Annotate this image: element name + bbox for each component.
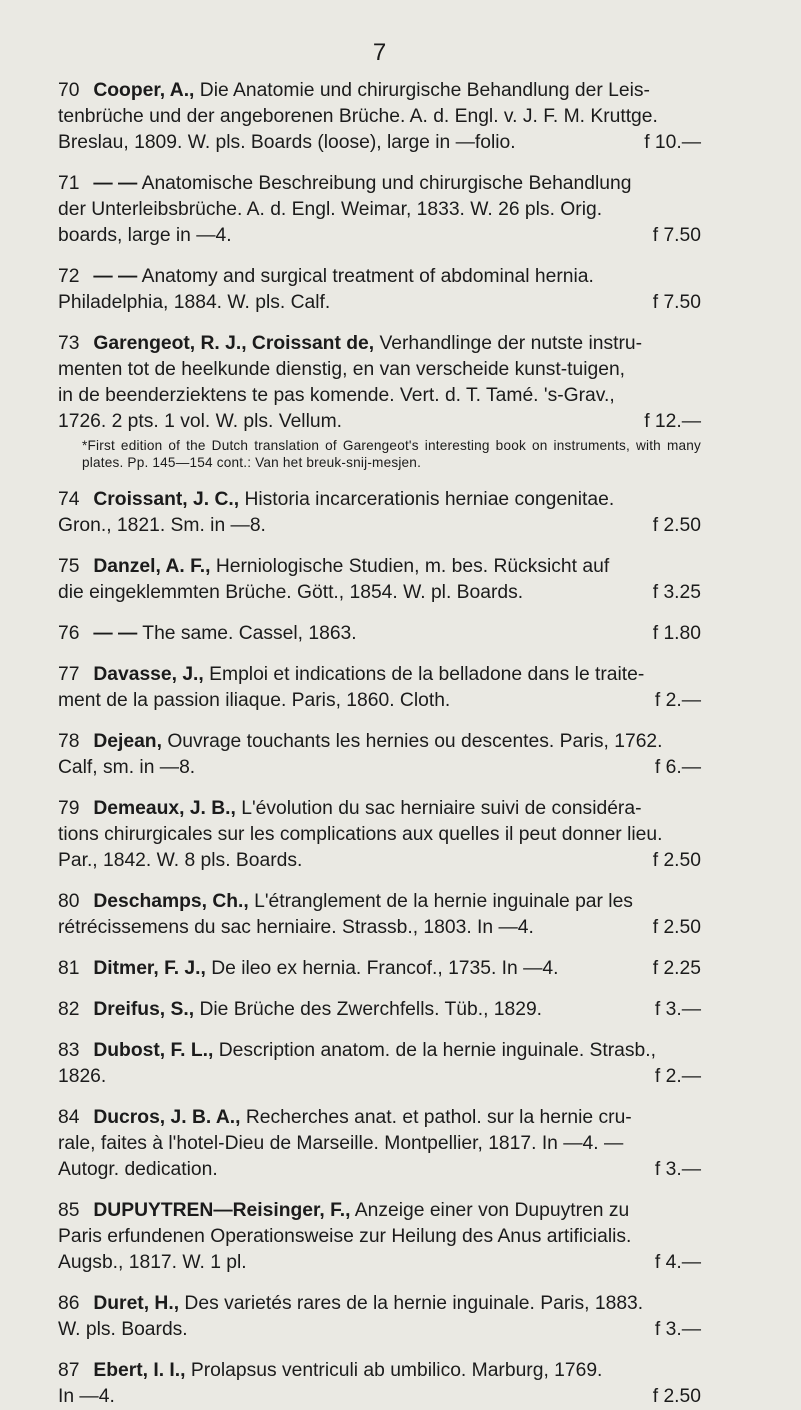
entry-number: 70	[58, 80, 80, 101]
entry-line-text-wrap	[58, 731, 663, 752]
entry-line-text-wrap	[58, 915, 534, 941]
entry-line	[58, 1157, 701, 1183]
entry-number: 81	[58, 958, 80, 979]
entry-author: Davasse, J.,	[93, 664, 204, 685]
entry-number: 83	[58, 1040, 80, 1061]
catalogue-entry	[58, 662, 701, 714]
entry-text: De ileo ex hernia. Francof., 1735. In —4.	[211, 958, 559, 979]
entry-line	[58, 688, 701, 714]
entry-line-text-wrap	[58, 80, 650, 101]
entry-line-text-wrap	[58, 290, 330, 316]
entry-text: menten tot de heelkunde dienstig, en van verscheide kunst-tuigen,	[58, 359, 626, 380]
entry-text: in de beenderziektens te pas komende. Vert. d. T. Tamé. 's-Grav.,	[58, 385, 615, 406]
entry-text: Par., 1842. W. 8 pls. Boards.	[58, 850, 303, 871]
entry-price: f 7.50	[652, 292, 701, 313]
entry-text: Recherches anat. et pathol. sur la hernie cru-	[245, 1107, 632, 1128]
entry-price: f 2.50	[652, 1386, 701, 1407]
entry-line	[58, 1317, 701, 1343]
entry-line	[58, 1064, 701, 1090]
entry-line	[58, 580, 701, 606]
entry-line	[58, 1384, 701, 1410]
entry-price: f 3.—	[654, 1319, 701, 1340]
entry-number: 72	[58, 266, 80, 287]
entry-price: f 2.—	[654, 1066, 701, 1087]
entry-line-text-wrap	[58, 621, 357, 647]
entry-line-text-wrap	[58, 1133, 623, 1154]
entry-line	[58, 956, 701, 982]
entry-line	[58, 729, 701, 755]
entry-price: f 2.25	[652, 958, 701, 979]
entry-text: tenbrüche und der angeborenen Brüche. A. d. Engl. v. J. F. M. Kruttge.	[58, 106, 658, 127]
entry-line	[58, 1198, 701, 1224]
entry-text: Breslau, 1809. W. pls. Boards (loose), large in —folio.	[58, 132, 516, 153]
entry-number: 84	[58, 1107, 80, 1128]
entry-text: Paris erfundenen Operationsweise zur Heilung des Anus artificialis.	[58, 1226, 632, 1247]
catalogue-entry	[58, 331, 701, 435]
entry-list	[58, 78, 701, 1410]
entry-footnote: *First edition of the Dutch translation of Garengeot's interesting book on instruments, with many plates. Pp. 145—154 cont.: Van het breuk-snij-mesjen.	[82, 438, 701, 470]
entry-text: ment de la passion iliaque. Paris, 1860. Cloth.	[58, 690, 451, 711]
entry-author: Dejean,	[93, 731, 162, 752]
entry-text: Anatomy and surgical treatment of abdominal hernia.	[141, 266, 594, 287]
entry-line	[58, 554, 701, 580]
entry-line	[58, 1038, 701, 1064]
entry-line	[58, 223, 701, 249]
entry-line-text-wrap	[58, 1250, 247, 1276]
entry-line	[58, 1358, 701, 1384]
entry-line-text-wrap	[58, 848, 302, 874]
entry-line-text-wrap	[58, 1040, 656, 1061]
entry-author: Duret, H.,	[93, 1293, 180, 1314]
entry-text: Description anatom. de la hernie inguinale. Strasb.,	[218, 1040, 656, 1061]
catalogue-entry	[58, 1105, 701, 1183]
entry-line	[58, 1131, 701, 1157]
catalogue-entry	[58, 956, 701, 982]
entry-line-text-wrap	[58, 956, 559, 982]
entry-author: Ducros, J. B. A.,	[93, 1107, 241, 1128]
entry-line-text-wrap	[58, 223, 232, 249]
entry-line-text-wrap	[58, 130, 516, 156]
entry-line-text-wrap	[58, 1317, 188, 1343]
entry-text: Historia incarcerationis herniae congenitae.	[244, 489, 615, 510]
catalogue-entry	[58, 554, 701, 606]
entry-line	[58, 357, 701, 383]
entry-line	[58, 848, 701, 874]
entry-price: f 2.—	[654, 690, 701, 711]
entry-line	[58, 1224, 701, 1250]
entry-line-text-wrap	[58, 359, 625, 380]
entry-line	[58, 997, 701, 1023]
entry-line	[58, 197, 701, 223]
entry-text: Herniologische Studien, m. bes. Rücksicht auf	[215, 556, 610, 577]
entry-text: Prolapsus ventriculi ab umbilico. Marburg, 1769.	[190, 1360, 603, 1381]
entry-line-text-wrap	[58, 1226, 631, 1247]
entry-text: Gron., 1821. Sm. in —8.	[58, 515, 266, 536]
entry-line-text-wrap	[58, 199, 602, 220]
catalogue-entry	[58, 889, 701, 941]
entry-author: — —	[93, 623, 138, 644]
entry-text: The same. Cassel, 1863.	[142, 623, 357, 644]
entry-line-text-wrap	[58, 1157, 218, 1183]
entry-number: 80	[58, 891, 80, 912]
entry-text: Philadelphia, 1884. W. pls. Calf.	[58, 292, 331, 313]
entry-line-text-wrap	[58, 891, 633, 912]
entry-line-text-wrap	[58, 755, 195, 781]
entry-text: die eingeklemmten Brüche. Gött., 1854. W. pl. Boards.	[58, 582, 524, 603]
entry-line	[58, 264, 701, 290]
entry-author: Ditmer, F. J.,	[93, 958, 206, 979]
entry-text: Calf, sm. in —8.	[58, 757, 196, 778]
entry-line	[58, 796, 701, 822]
entry-text: rale, faites à l'hotel-Dieu de Marseille. Montpellier, 1817. In —4. —	[58, 1133, 624, 1154]
catalogue-entry	[58, 621, 701, 647]
entry-author: Dubost, F. L.,	[93, 1040, 214, 1061]
entry-price: f 3.25	[652, 582, 701, 603]
page-number: 7	[372, 39, 387, 66]
entry-line	[58, 409, 701, 435]
entry-text: W. pls. Boards.	[58, 1319, 188, 1340]
entry-line	[58, 889, 701, 915]
entry-line-text-wrap	[58, 1360, 602, 1381]
entry-author: DUPUYTREN—Reisinger, F.,	[93, 1200, 351, 1221]
catalogue-entry	[58, 171, 701, 249]
entry-text: 1826.	[58, 1066, 107, 1087]
entry-number: 71	[58, 173, 80, 194]
entry-line	[58, 822, 701, 848]
entry-number: 82	[58, 999, 80, 1020]
entry-author: Garengeot, R. J., Croissant de,	[93, 333, 375, 354]
catalogue-entry	[58, 487, 701, 539]
entry-line-text-wrap	[58, 106, 658, 127]
entry-text: Ouvrage touchants les hernies ou descentes. Paris, 1762.	[167, 731, 663, 752]
catalogue-entry	[58, 264, 701, 316]
entry-line	[58, 331, 701, 357]
entry-line-text-wrap	[58, 824, 662, 845]
entry-number: 73	[58, 333, 80, 354]
entry-price: f 1.80	[652, 623, 701, 644]
entry-text: L'évolution du sac herniaire suivi de considéra-	[241, 798, 642, 819]
entry-price: f 3.—	[654, 999, 701, 1020]
entry-line-text-wrap	[58, 409, 342, 435]
entry-line	[58, 662, 701, 688]
entry-line	[58, 513, 701, 539]
entry-price: f 2.50	[652, 850, 701, 871]
entry-author: Cooper, A.,	[93, 80, 195, 101]
entry-line	[58, 755, 701, 781]
entry-text: Augsb., 1817. W. 1 pl.	[58, 1252, 247, 1273]
entry-text: der Unterleibsbrüche. A. d. Engl. Weimar, 1833. W. 26 pls. Orig.	[58, 199, 603, 220]
entry-line-text-wrap	[58, 1200, 629, 1221]
entry-line-text-wrap	[58, 266, 594, 287]
catalogue-entry	[58, 796, 701, 874]
catalogue-entry	[58, 78, 701, 156]
entry-text: 1726. 2 pts. 1 vol. W. pls. Vellum.	[58, 411, 343, 432]
entry-line-text-wrap	[58, 1384, 115, 1410]
entry-price: f 4.—	[654, 1252, 701, 1273]
entry-text: tions chirurgicales sur les complications aux quelles il peut donner lieu.	[58, 824, 663, 845]
entry-price: f 6.—	[654, 757, 701, 778]
entry-line	[58, 78, 701, 104]
entry-line-text-wrap	[58, 489, 614, 510]
catalogue-entry	[58, 1291, 701, 1343]
catalogue-entry	[58, 1358, 701, 1410]
entry-price: f 12.—	[644, 411, 701, 432]
entry-text: Anatomische Beschreibung und chirurgische Behandlung	[141, 173, 632, 194]
entry-line-text-wrap	[58, 1293, 643, 1314]
entry-author: Croissant, J. C.,	[93, 489, 240, 510]
entry-number: 86	[58, 1293, 80, 1314]
entry-line-text-wrap	[58, 1107, 632, 1128]
entry-line-text-wrap	[58, 688, 450, 714]
entry-number: 87	[58, 1360, 80, 1381]
entry-author: Dreifus, S.,	[93, 999, 195, 1020]
entry-text: Autogr. dedication.	[58, 1159, 218, 1180]
entry-price: f 7.50	[652, 225, 701, 246]
entry-line	[58, 1250, 701, 1276]
entry-author: Danzel, A. F.,	[93, 556, 211, 577]
entry-line	[58, 621, 701, 647]
entry-line	[58, 104, 701, 130]
entry-number: 75	[58, 556, 80, 577]
entry-text: Die Brüche des Zwerchfells. Tüb., 1829.	[199, 999, 543, 1020]
entry-author: — —	[93, 266, 138, 287]
entry-line-text-wrap	[58, 580, 523, 606]
entry-line	[58, 383, 701, 409]
entry-number: 79	[58, 798, 80, 819]
entry-line-text-wrap	[58, 997, 542, 1023]
entry-text: Verhandlinge der nutste instru-	[379, 333, 643, 354]
entry-text: rétrécissemens du sac herniaire. Strassb., 1803. In —4.	[58, 917, 534, 938]
entry-line	[58, 130, 701, 156]
entry-text: L'étranglement de la hernie inguinale par les	[254, 891, 633, 912]
catalogue-entry	[58, 729, 701, 781]
entry-line-text-wrap	[58, 664, 644, 685]
entry-line-text-wrap	[58, 556, 609, 577]
catalogue-entry	[58, 997, 701, 1023]
entry-line	[58, 171, 701, 197]
entry-text: Anzeige einer von Dupuytren zu	[354, 1200, 630, 1221]
entry-number: 85	[58, 1200, 80, 1221]
entry-text: Emploi et indications de la belladone dans le traite-	[209, 664, 645, 685]
entry-number: 78	[58, 731, 80, 752]
entry-price: f 2.50	[652, 515, 701, 536]
entry-line	[58, 487, 701, 513]
entry-text: In —4.	[58, 1386, 115, 1407]
entry-author: — —	[93, 173, 138, 194]
entry-author: Deschamps, Ch.,	[93, 891, 249, 912]
entry-line-text-wrap	[58, 173, 631, 194]
entry-line	[58, 915, 701, 941]
entry-line-text-wrap	[58, 798, 642, 819]
entry-text: Des varietés rares de la hernie inguinale. Paris, 1883.	[184, 1293, 644, 1314]
entry-line-text-wrap	[58, 513, 266, 539]
entry-line	[58, 290, 701, 316]
entry-line-text-wrap	[58, 1064, 106, 1090]
entry-number: 77	[58, 664, 80, 685]
catalogue-entry	[58, 1038, 701, 1090]
entry-price: f 10.—	[644, 132, 701, 153]
entry-number: 74	[58, 489, 80, 510]
entry-line	[58, 1105, 701, 1131]
entry-number: 76	[58, 623, 80, 644]
entry-line-text-wrap	[58, 333, 642, 354]
entry-author: Ebert, I. I.,	[93, 1360, 186, 1381]
entry-author: Demeaux, J. B.,	[93, 798, 236, 819]
entry-text: Die Anatomie und chirurgische Behandlung der Leis-	[199, 80, 650, 101]
entry-line	[58, 1291, 701, 1317]
entry-line-text-wrap	[58, 385, 615, 406]
catalogue-entry	[58, 1198, 701, 1276]
entry-text: boards, large in —4.	[58, 225, 232, 246]
entry-price: f 2.50	[652, 917, 701, 938]
entry-price: f 3.—	[654, 1159, 701, 1180]
